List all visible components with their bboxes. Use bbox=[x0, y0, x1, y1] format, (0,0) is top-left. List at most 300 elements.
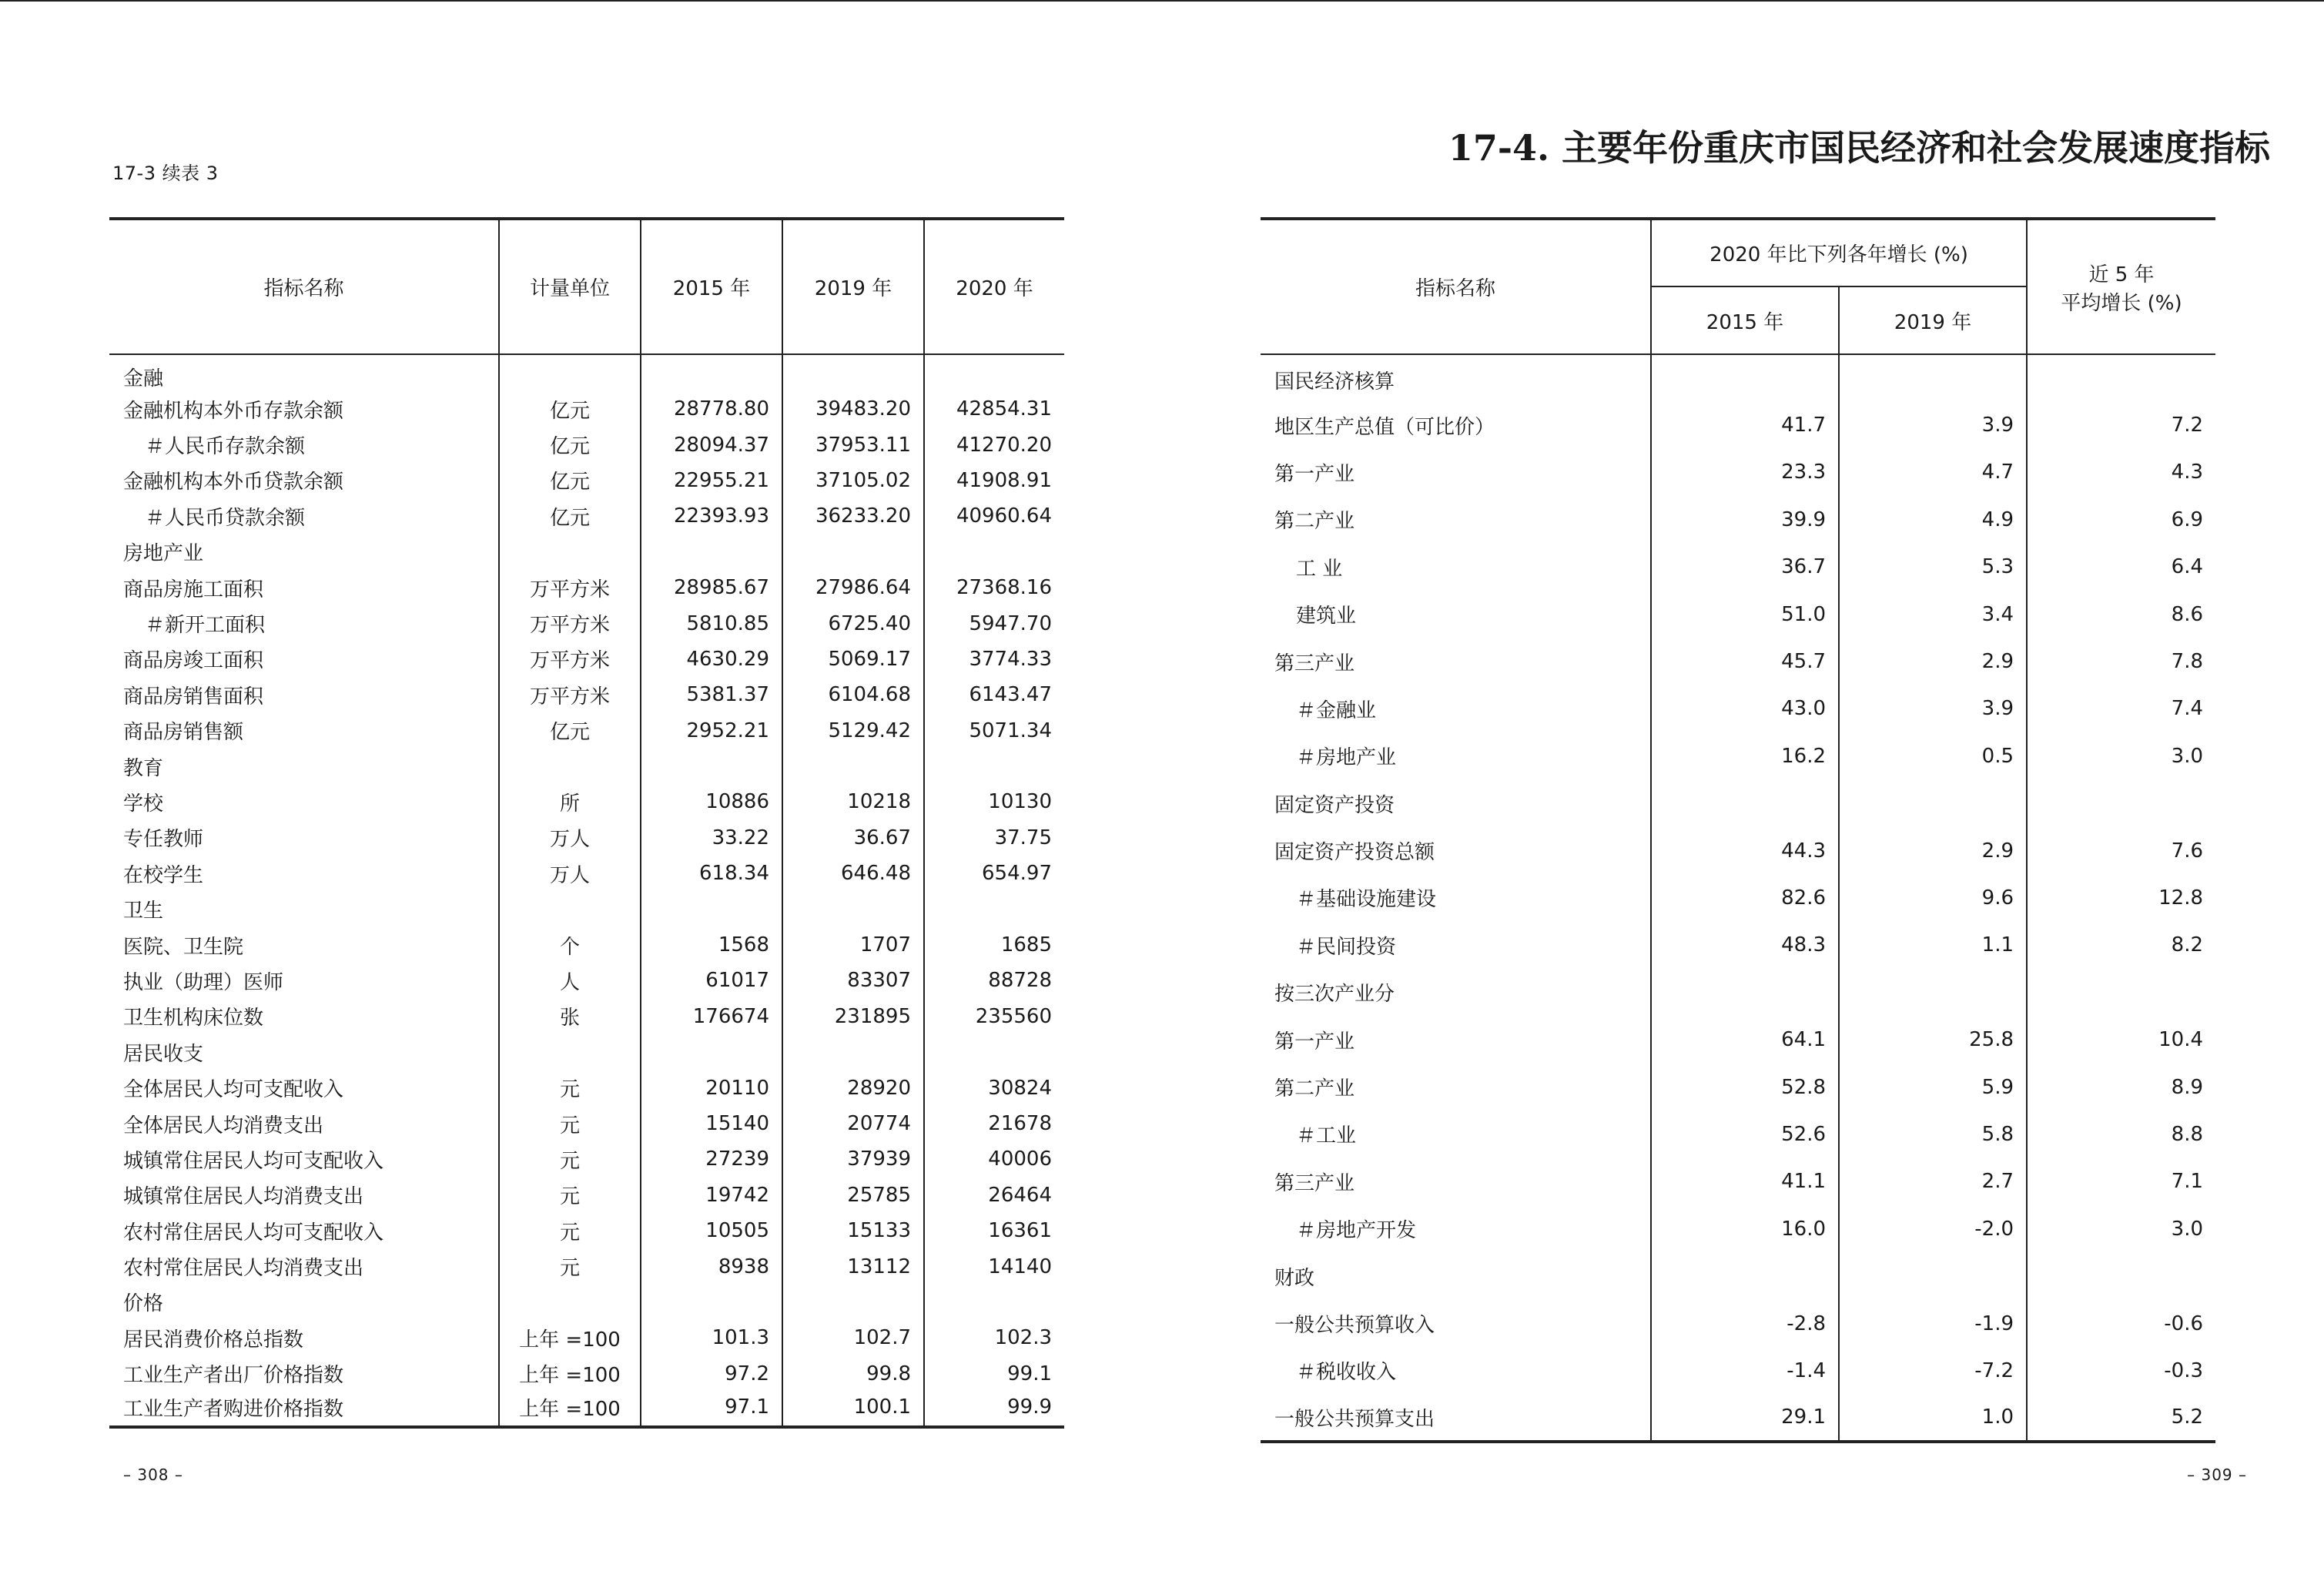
value-2020: 99.9 bbox=[924, 1392, 1064, 1427]
table-row bbox=[109, 463, 1064, 498]
value-2019 bbox=[782, 891, 924, 926]
value-2020 bbox=[924, 1034, 1064, 1070]
growth-vs-2015: 41.7 bbox=[1651, 401, 1839, 448]
avg-growth-5yr: 7.4 bbox=[2027, 685, 2215, 732]
growth-vs-2015: 41.1 bbox=[1651, 1158, 1839, 1205]
growth-vs-2019: 4.9 bbox=[1839, 496, 2027, 543]
value-2020: 99.1 bbox=[924, 1356, 1064, 1392]
value-2019: 36.67 bbox=[782, 820, 924, 856]
header-growth-group: 2020 年比下列各年增长 (%) bbox=[1651, 219, 2027, 286]
unit-cell: 万平方米 bbox=[499, 642, 641, 677]
unit-cell: 万平方米 bbox=[499, 605, 641, 641]
value-2019: 37105.02 bbox=[782, 463, 924, 498]
value-2015: 33.22 bbox=[641, 820, 782, 856]
table-row bbox=[109, 784, 1064, 819]
left-data-table bbox=[109, 217, 1064, 1429]
value-2020 bbox=[924, 534, 1064, 570]
indicator-name: 第三产业 bbox=[1274, 652, 1355, 675]
growth-vs-2019 bbox=[1839, 354, 2027, 401]
indicator-name: ＃基础设施建设 bbox=[1296, 888, 1437, 912]
value-2019: 6104.68 bbox=[782, 677, 924, 712]
table-row bbox=[1261, 732, 2215, 779]
table-row bbox=[1261, 1016, 2215, 1063]
page-number: – 308 – bbox=[123, 1466, 183, 1484]
table-row bbox=[109, 713, 1064, 749]
header-year-2015: 2015 年 bbox=[1651, 286, 1839, 354]
growth-vs-2019 bbox=[1839, 969, 2027, 1016]
value-2019 bbox=[782, 1285, 924, 1320]
avg-growth-5yr: 7.2 bbox=[2027, 401, 2215, 448]
value-2020: 16361 bbox=[924, 1213, 1064, 1248]
value-2020: 1685 bbox=[924, 927, 1064, 963]
right-page bbox=[1162, 0, 2324, 1588]
value-2019: 6725.40 bbox=[782, 605, 924, 641]
table-header-row bbox=[109, 219, 1064, 354]
growth-vs-2019: -2.0 bbox=[1839, 1205, 2027, 1252]
growth-vs-2015: 48.3 bbox=[1651, 922, 1839, 969]
value-2020: 654.97 bbox=[924, 856, 1064, 891]
avg-growth-5yr: -0.6 bbox=[2027, 1300, 2215, 1347]
growth-vs-2015: 39.9 bbox=[1651, 496, 1839, 543]
table-row bbox=[109, 677, 1064, 712]
growth-vs-2019: 2.9 bbox=[1839, 827, 2027, 874]
value-2019: 36233.20 bbox=[782, 498, 924, 534]
value-2019: 39483.20 bbox=[782, 391, 924, 427]
value-2015: 97.2 bbox=[641, 1356, 782, 1392]
indicator-name: 商品房销售面积 bbox=[123, 685, 264, 709]
unit-cell: 个 bbox=[499, 927, 641, 963]
unit-cell: 元 bbox=[499, 1213, 641, 1248]
value-2015 bbox=[641, 891, 782, 926]
indicator-name: 房地产业 bbox=[123, 542, 204, 566]
value-2020: 88728 bbox=[924, 963, 1064, 998]
unit-cell: 人 bbox=[499, 963, 641, 998]
table-row bbox=[1261, 1205, 2215, 1252]
unit-cell: 元 bbox=[499, 1178, 641, 1213]
growth-vs-2015 bbox=[1651, 1252, 1839, 1299]
indicator-name: ＃民间投资 bbox=[1296, 935, 1397, 959]
indicator-name: 建筑业 bbox=[1296, 605, 1357, 628]
unit-cell: 万平方米 bbox=[499, 570, 641, 605]
avg-growth-5yr: 7.6 bbox=[2027, 827, 2215, 874]
table-row bbox=[109, 534, 1064, 570]
value-2015: 61017 bbox=[641, 963, 782, 998]
avg-growth-5yr bbox=[2027, 969, 2215, 1016]
table-subtitle: 17-3 续表 3 bbox=[112, 162, 219, 184]
growth-vs-2015: 64.1 bbox=[1651, 1016, 1839, 1063]
growth-vs-2015: 45.7 bbox=[1651, 638, 1839, 685]
value-2020: 42854.31 bbox=[924, 391, 1064, 427]
value-2020 bbox=[924, 891, 1064, 926]
page-title: 17-4. 主要年份重庆市国民经济和社会发展速度指标 bbox=[1448, 127, 2270, 169]
unit-cell: 元 bbox=[499, 1248, 641, 1284]
value-2019: 15133 bbox=[782, 1213, 924, 1248]
value-2015: 15140 bbox=[641, 1106, 782, 1141]
indicator-name: 金融机构本外币存款余额 bbox=[123, 399, 344, 423]
value-2020 bbox=[924, 354, 1064, 391]
table-row bbox=[109, 1070, 1064, 1105]
indicator-name: ＃工业 bbox=[1296, 1124, 1357, 1148]
growth-vs-2015 bbox=[1651, 354, 1839, 401]
avg-growth-5yr: 6.9 bbox=[2027, 496, 2215, 543]
avg-growth-5yr bbox=[2027, 780, 2215, 827]
indicator-name: 价格 bbox=[123, 1292, 164, 1316]
value-2020: 37.75 bbox=[924, 820, 1064, 856]
unit-cell: 亿元 bbox=[499, 463, 641, 498]
table-row bbox=[109, 891, 1064, 926]
value-2020: 30824 bbox=[924, 1070, 1064, 1105]
unit-cell: 亿元 bbox=[499, 391, 641, 427]
value-2019: 5069.17 bbox=[782, 642, 924, 677]
table-row bbox=[1261, 1111, 2215, 1157]
right-data-table bbox=[1261, 217, 2215, 1443]
avg-growth-5yr: 3.0 bbox=[2027, 1205, 2215, 1252]
unit-cell: 亿元 bbox=[499, 713, 641, 749]
growth-vs-2015: 82.6 bbox=[1651, 874, 1839, 921]
unit-cell: 上年 =100 bbox=[499, 1392, 641, 1427]
table-row bbox=[109, 498, 1064, 534]
indicator-name: 工业生产者购进价格指数 bbox=[123, 1397, 344, 1421]
unit-cell: 万人 bbox=[499, 820, 641, 856]
value-2020: 41908.91 bbox=[924, 463, 1064, 498]
value-2015: 27239 bbox=[641, 1141, 782, 1177]
growth-vs-2015 bbox=[1651, 969, 1839, 1016]
indicator-name: 农村常住居民人均消费支出 bbox=[123, 1257, 364, 1281]
table-row bbox=[109, 1213, 1064, 1248]
growth-vs-2019: 9.6 bbox=[1839, 874, 2027, 921]
unit-cell: 万平方米 bbox=[499, 677, 641, 712]
indicator-name: ＃人民币贷款余额 bbox=[145, 506, 306, 530]
unit-cell: 张 bbox=[499, 999, 641, 1034]
value-2019: 231895 bbox=[782, 999, 924, 1034]
value-2015: 1568 bbox=[641, 927, 782, 963]
left-table-body bbox=[109, 354, 1064, 1427]
growth-vs-2015: 16.0 bbox=[1651, 1205, 1839, 1252]
unit-cell: 元 bbox=[499, 1070, 641, 1105]
value-2015: 101.3 bbox=[641, 1320, 782, 1355]
avg-growth-5yr bbox=[2027, 1252, 2215, 1299]
table-row bbox=[109, 1141, 1064, 1177]
table-row bbox=[109, 1178, 1064, 1213]
indicator-name: 全体居民人均可支配收入 bbox=[123, 1078, 344, 1102]
header-year-2020: 2020 年 bbox=[924, 219, 1064, 354]
avg-growth-5yr: 7.1 bbox=[2027, 1158, 2215, 1205]
indicator-name: 农村常住居民人均可支配收入 bbox=[123, 1221, 384, 1245]
value-2020: 3774.33 bbox=[924, 642, 1064, 677]
indicator-name: 卫生机构床位数 bbox=[123, 1007, 264, 1030]
growth-vs-2015: 23.3 bbox=[1651, 449, 1839, 496]
table-row bbox=[109, 927, 1064, 963]
growth-vs-2015: 52.8 bbox=[1651, 1064, 1839, 1111]
table-row bbox=[1261, 969, 2215, 1016]
value-2019: 102.7 bbox=[782, 1320, 924, 1355]
value-2020: 6143.47 bbox=[924, 677, 1064, 712]
table-row bbox=[1261, 544, 2215, 591]
table-row bbox=[1261, 1158, 2215, 1205]
indicator-name: 全体居民人均消费支出 bbox=[123, 1114, 324, 1137]
avg-growth-5yr bbox=[2027, 354, 2215, 401]
growth-vs-2015: -2.8 bbox=[1651, 1300, 1839, 1347]
growth-vs-2019: 5.3 bbox=[1839, 544, 2027, 591]
indicator-name: ＃人民币存款余额 bbox=[145, 435, 306, 459]
value-2019 bbox=[782, 1034, 924, 1070]
value-2019: 83307 bbox=[782, 963, 924, 998]
indicator-name: 一般公共预算支出 bbox=[1274, 1407, 1435, 1431]
table-row bbox=[109, 427, 1064, 462]
header-unit: 计量单位 bbox=[499, 219, 641, 354]
indicator-name: 金融 bbox=[123, 367, 164, 390]
value-2015: 20110 bbox=[641, 1070, 782, 1105]
table-row bbox=[109, 963, 1064, 998]
growth-vs-2015 bbox=[1651, 780, 1839, 827]
indicator-name: 工 业 bbox=[1296, 557, 1343, 581]
value-2015: 22393.93 bbox=[641, 498, 782, 534]
table-row bbox=[109, 642, 1064, 677]
indicator-name: 第二产业 bbox=[1274, 510, 1355, 534]
value-2015: 10505 bbox=[641, 1213, 782, 1248]
indicator-name: 专任教师 bbox=[123, 828, 204, 852]
growth-vs-2019: 0.5 bbox=[1839, 732, 2027, 779]
growth-vs-2015: 51.0 bbox=[1651, 591, 1839, 638]
growth-vs-2019: 5.9 bbox=[1839, 1064, 2027, 1111]
value-2019: 13112 bbox=[782, 1248, 924, 1284]
unit-cell bbox=[499, 1285, 641, 1320]
indicator-name: 第一产业 bbox=[1274, 1030, 1355, 1054]
indicator-name: 城镇常住居民人均可支配收入 bbox=[123, 1149, 384, 1173]
avg-growth-5yr: 8.6 bbox=[2027, 591, 2215, 638]
avg-growth-5yr: 8.8 bbox=[2027, 1111, 2215, 1157]
value-2015: 19742 bbox=[641, 1178, 782, 1213]
growth-vs-2019: 3.4 bbox=[1839, 591, 2027, 638]
table-row bbox=[109, 1106, 1064, 1141]
growth-vs-2015: 36.7 bbox=[1651, 544, 1839, 591]
indicator-name: 在校学生 bbox=[123, 863, 204, 887]
growth-vs-2019: 5.8 bbox=[1839, 1111, 2027, 1157]
indicator-name: 固定资产投资总额 bbox=[1274, 841, 1435, 865]
indicator-name: 财政 bbox=[1274, 1266, 1315, 1290]
value-2015: 10886 bbox=[641, 784, 782, 819]
value-2015: 97.1 bbox=[641, 1392, 782, 1427]
indicator-name: 金融机构本外币贷款余额 bbox=[123, 471, 344, 494]
growth-vs-2015: 44.3 bbox=[1651, 827, 1839, 874]
value-2015 bbox=[641, 1285, 782, 1320]
value-2019 bbox=[782, 354, 924, 391]
value-2020: 41270.20 bbox=[924, 427, 1064, 462]
value-2020: 21678 bbox=[924, 1106, 1064, 1141]
growth-vs-2019: 25.8 bbox=[1839, 1016, 2027, 1063]
header-year-2015: 2015 年 bbox=[641, 219, 782, 354]
table-row bbox=[109, 1320, 1064, 1355]
table-row bbox=[109, 1392, 1064, 1427]
value-2015: 176674 bbox=[641, 999, 782, 1034]
value-2019: 100.1 bbox=[782, 1392, 924, 1427]
unit-cell: 亿元 bbox=[499, 498, 641, 534]
right-table-body bbox=[1261, 354, 2215, 1442]
value-2019: 646.48 bbox=[782, 856, 924, 891]
value-2015: 5810.85 bbox=[641, 605, 782, 641]
value-2015 bbox=[641, 1034, 782, 1070]
table-row bbox=[109, 749, 1064, 784]
table-header-row bbox=[1261, 219, 2215, 286]
avg-growth-5yr: 4.3 bbox=[2027, 449, 2215, 496]
indicator-name: 商品房竣工面积 bbox=[123, 649, 264, 673]
value-2015 bbox=[641, 534, 782, 570]
value-2015: 22955.21 bbox=[641, 463, 782, 498]
indicator-name: 国民经济核算 bbox=[1274, 370, 1395, 394]
avg-growth-5yr: 7.8 bbox=[2027, 638, 2215, 685]
table-row bbox=[1261, 638, 2215, 685]
table-row bbox=[109, 605, 1064, 641]
unit-cell: 所 bbox=[499, 784, 641, 819]
indicator-name: 地区生产总值（可比价） bbox=[1274, 415, 1495, 439]
value-2015: 4630.29 bbox=[641, 642, 782, 677]
table-row bbox=[1261, 354, 2215, 401]
table-row bbox=[109, 999, 1064, 1034]
table-row bbox=[109, 1356, 1064, 1392]
value-2020: 14140 bbox=[924, 1248, 1064, 1284]
growth-vs-2019: -1.9 bbox=[1839, 1300, 2027, 1347]
indicator-name: ＃金融业 bbox=[1296, 699, 1377, 722]
header-year-2019: 2019 年 bbox=[1839, 286, 2027, 354]
table-row bbox=[1261, 1395, 2215, 1442]
page-number: – 309 – bbox=[2187, 1466, 2247, 1484]
value-2019: 28920 bbox=[782, 1070, 924, 1105]
indicator-name: ＃税收收入 bbox=[1296, 1361, 1397, 1385]
unit-cell bbox=[499, 534, 641, 570]
unit-cell bbox=[499, 1034, 641, 1070]
value-2020: 40006 bbox=[924, 1141, 1064, 1177]
table-row bbox=[1261, 685, 2215, 732]
value-2020: 10130 bbox=[924, 784, 1064, 819]
value-2020: 235560 bbox=[924, 999, 1064, 1034]
value-2015: 2952.21 bbox=[641, 713, 782, 749]
table-row bbox=[109, 856, 1064, 891]
growth-vs-2019 bbox=[1839, 780, 2027, 827]
value-2019: 37953.11 bbox=[782, 427, 924, 462]
table-row bbox=[109, 1248, 1064, 1284]
header-year-2019: 2019 年 bbox=[782, 219, 924, 354]
value-2020: 27368.16 bbox=[924, 570, 1064, 605]
growth-vs-2019: 3.9 bbox=[1839, 401, 2027, 448]
indicator-name: 卫生 bbox=[123, 900, 164, 923]
table-row bbox=[1261, 449, 2215, 496]
table-row bbox=[1261, 922, 2215, 969]
growth-vs-2015: 52.6 bbox=[1651, 1111, 1839, 1157]
table-row bbox=[1261, 496, 2215, 543]
unit-cell bbox=[499, 891, 641, 926]
table-row bbox=[1261, 1064, 2215, 1111]
indicator-name: ＃新开工面积 bbox=[145, 614, 266, 638]
table-row bbox=[1261, 780, 2215, 827]
value-2020: 102.3 bbox=[924, 1320, 1064, 1355]
value-2015: 618.34 bbox=[641, 856, 782, 891]
header-indicator-name: 指标名称 bbox=[1261, 219, 1651, 354]
table-row bbox=[1261, 401, 2215, 448]
indicator-name: 第三产业 bbox=[1274, 1171, 1355, 1195]
value-2020: 5071.34 bbox=[924, 713, 1064, 749]
indicator-name: 一般公共预算收入 bbox=[1274, 1314, 1435, 1337]
value-2015: 8938 bbox=[641, 1248, 782, 1284]
table-row bbox=[1261, 1300, 2215, 1347]
table-row bbox=[1261, 1252, 2215, 1299]
growth-vs-2019: -7.2 bbox=[1839, 1347, 2027, 1394]
unit-cell: 亿元 bbox=[499, 427, 641, 462]
value-2019: 25785 bbox=[782, 1178, 924, 1213]
indicator-name: 居民收支 bbox=[123, 1042, 204, 1066]
value-2020: 40960.64 bbox=[924, 498, 1064, 534]
value-2019: 37939 bbox=[782, 1141, 924, 1177]
growth-vs-2019: 4.7 bbox=[1839, 449, 2027, 496]
indicator-name: 学校 bbox=[123, 792, 164, 816]
table-row bbox=[109, 820, 1064, 856]
header-5yr-line2: 平均增长 (%) bbox=[2061, 291, 2182, 315]
indicator-name: ＃房地产开发 bbox=[1296, 1219, 1417, 1243]
indicator-name: 按三次产业分 bbox=[1274, 983, 1395, 1007]
growth-vs-2015: -1.4 bbox=[1651, 1347, 1839, 1394]
table-row bbox=[1261, 874, 2215, 921]
growth-vs-2015: 43.0 bbox=[1651, 685, 1839, 732]
value-2019: 27986.64 bbox=[782, 570, 924, 605]
growth-vs-2019 bbox=[1839, 1252, 2027, 1299]
value-2015 bbox=[641, 354, 782, 391]
value-2019 bbox=[782, 534, 924, 570]
indicator-name: 教育 bbox=[123, 756, 164, 780]
table-row bbox=[109, 570, 1064, 605]
value-2020 bbox=[924, 749, 1064, 784]
avg-growth-5yr: 12.8 bbox=[2027, 874, 2215, 921]
growth-vs-2019: 1.0 bbox=[1839, 1395, 2027, 1442]
avg-growth-5yr: 10.4 bbox=[2027, 1016, 2215, 1063]
avg-growth-5yr: 8.9 bbox=[2027, 1064, 2215, 1111]
table-row bbox=[109, 1034, 1064, 1070]
unit-cell: 上年 =100 bbox=[499, 1356, 641, 1392]
value-2019: 20774 bbox=[782, 1106, 924, 1141]
value-2019: 5129.42 bbox=[782, 713, 924, 749]
unit-cell bbox=[499, 354, 641, 391]
indicator-name: ＃房地产业 bbox=[1296, 746, 1397, 770]
avg-growth-5yr: 6.4 bbox=[2027, 544, 2215, 591]
table-row bbox=[1261, 1347, 2215, 1394]
value-2020 bbox=[924, 1285, 1064, 1320]
indicator-name: 第二产业 bbox=[1274, 1077, 1355, 1101]
value-2020: 5947.70 bbox=[924, 605, 1064, 641]
table-row bbox=[1261, 827, 2215, 874]
growth-vs-2019: 1.1 bbox=[1839, 922, 2027, 969]
value-2015: 28094.37 bbox=[641, 427, 782, 462]
growth-vs-2015: 29.1 bbox=[1651, 1395, 1839, 1442]
indicator-name: 医院、卫生院 bbox=[123, 935, 244, 959]
growth-vs-2019: 2.7 bbox=[1839, 1158, 2027, 1205]
table-row bbox=[109, 1285, 1064, 1320]
value-2019: 99.8 bbox=[782, 1356, 924, 1392]
table-row bbox=[109, 354, 1064, 391]
indicator-name: 第一产业 bbox=[1274, 462, 1355, 486]
indicator-name: 城镇常住居民人均消费支出 bbox=[123, 1185, 364, 1209]
indicator-name: 商品房施工面积 bbox=[123, 578, 264, 601]
indicator-name: 工业生产者出厂价格指数 bbox=[123, 1364, 344, 1388]
table-row bbox=[1261, 591, 2215, 638]
unit-cell: 万人 bbox=[499, 856, 641, 891]
indicator-name: 执业（助理）医师 bbox=[123, 970, 284, 994]
unit-cell bbox=[499, 749, 641, 784]
unit-cell: 元 bbox=[499, 1106, 641, 1141]
growth-vs-2019: 3.9 bbox=[1839, 685, 2027, 732]
avg-growth-5yr: 3.0 bbox=[2027, 732, 2215, 779]
unit-cell: 上年 =100 bbox=[499, 1320, 641, 1355]
value-2015: 28985.67 bbox=[641, 570, 782, 605]
growth-vs-2015: 16.2 bbox=[1651, 732, 1839, 779]
header-indicator-name: 指标名称 bbox=[109, 219, 499, 354]
